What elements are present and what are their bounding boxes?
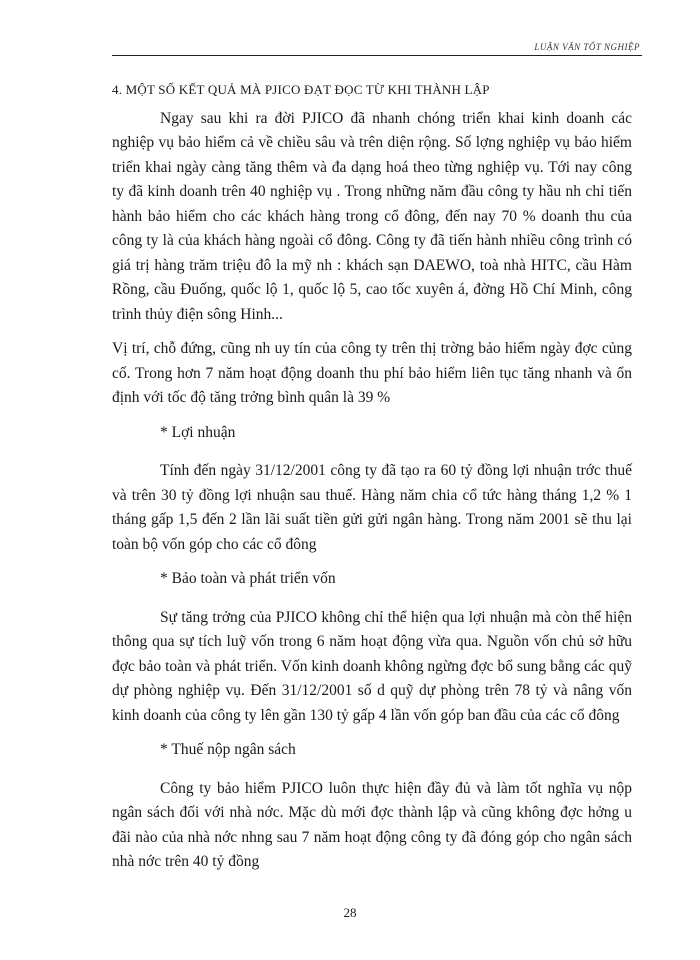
subheading-capital: * Bảo toàn và phát triển vốn xyxy=(160,570,336,587)
paragraph-profit: Tính đến ngày 31/12/2001 công ty đã tạo ra 60 tỷ đồng lợi nhuận trớc thuế và trên 30 tỷ đồng lợi nhuận sau thuế. Hàng năm chia cổ tức hàng tháng 1,2 % 1 tháng gấp 1,5 đến 2 lần lãi suất tiền gửi gửi ngân hàng. Trong năm 2001 sẽ thu lại toàn bộ vốn góp cho các cổ đông xyxy=(112,462,632,553)
section-heading: 4. MỘT SỐ KẾT QUẢ MÀ PJICO ĐẠT ĐỌC TỪ KHI THÀNH LẬP xyxy=(112,82,490,97)
page-number: 28 xyxy=(343,905,357,920)
subheading-profit: * Lợi nhuận xyxy=(160,423,236,441)
running-header: LUẬN VĂN TỐT NGHIỆP xyxy=(534,42,640,52)
paragraph-tax: Công ty bảo hiểm PJICO luôn thực hiện đầy đủ và làm tốt nghĩa vụ nộp ngân sách đối với nhà nớc. Mặc dù mới đợc thành lập và cũng không đợc hởng u đãi nào của nhà nớc nhng sau 7 năm hoạt động công ty đã đóng góp cho ngân sách nhà nớc trên 40 tỷ đồng xyxy=(112,779,632,870)
paragraph-position: Vị trí, chỗ đứng, cũng nh uy tín của công ty trên thị trờng bảo hiểm ngày đợc củng cố. Trong hơn 7 năm hoạt động doanh thu phí bảo hiểm liên tục tăng nhanh và ổn định với tốc độ tăng trởng bình quân là 39 % xyxy=(112,340,632,406)
header-rule xyxy=(112,55,642,56)
paragraph-capital: Sự tăng trởng của PJICO không chỉ thể hiện qua lợi nhuận mà còn thể hiện thông qua sự tích luỹ vốn trong 6 năm hoạt động vừa qua. Nguồn vốn chủ sở hữu đợc bảo toàn và phát triển. Vốn kinh doanh không ngừng đợc bổ sung bằng các quỹ dự phòng nghiệp vụ. Đến 31/12/2001 số d quỹ dự phòng trên 78 tỷ và nâng vốn kinh doanh của công ty lên gần 130 tỷ gấp 4 lần vốn góp ban đầu của các cổ đông xyxy=(112,608,632,724)
subheading-tax: * Thuế nộp ngân sách xyxy=(160,741,296,758)
page-body xyxy=(112,78,632,885)
paragraph-achievements: Ngay sau khi ra đời PJICO đã nhanh chóng triển khai kinh doanh các nghiệp vụ bảo hiểm cả về chiều sâu và trên diện rộng. Số lợng nghiệp vụ bảo hiểm triển khai ngày càng tăng thêm và đa dạng hoá theo từng nghiệp vụ. Tới nay công ty đã kinh doanh trên 40 nghiệp vụ . Trong những năm đầu công ty hầu nh chỉ tiến hành bảo hiểm cho các khách hàng trong cổ đông, đến nay 70 % doanh thu của công ty là của khách hàng ngoài cổ đông. Công ty đã tiến hành nhiều công trình có giá trị hàng trăm triệu đô la mỹ nh : khách sạn DAEWO, toà nhà HITC, cầu Hàm Rồng, cầu Đuống, quốc lộ 1, quốc lộ 5, cao tốc xuyên á, đờng Hồ Chí Minh, công trình thủy điện sông Hinh... xyxy=(112,109,632,323)
